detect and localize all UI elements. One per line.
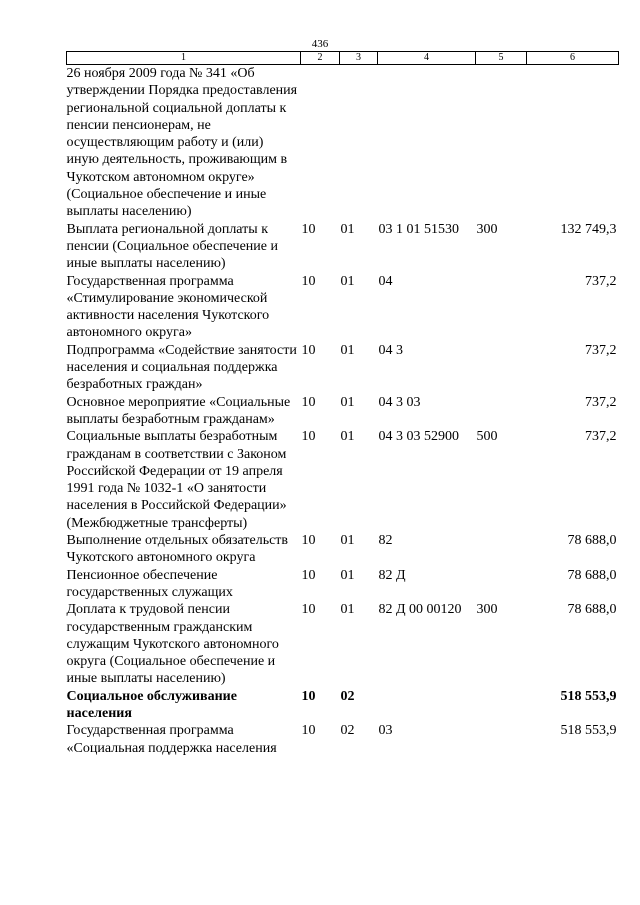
row-target-code: 03 xyxy=(378,723,393,739)
row-target-code: 04 xyxy=(378,273,393,289)
row-section-code: 10 xyxy=(301,567,316,583)
row-target-code: 82 Д xyxy=(378,567,406,583)
table-row xyxy=(67,688,619,723)
row-section-code: 10 xyxy=(301,429,316,445)
row-expense-type xyxy=(476,722,527,757)
table-header xyxy=(67,52,619,65)
page-number: 436 xyxy=(311,38,329,50)
row-subsection-code: 01 xyxy=(340,533,355,549)
row-amount: 737,2 xyxy=(585,394,617,410)
row-name: Доплата к трудовой пенсии государственным гражданским служащим Чукотского автономного округа (Социальное обеспечение и иные выплаты населению) xyxy=(66,602,279,687)
row-name: Пенсионное обеспечение государственных служащих xyxy=(66,567,233,600)
table-row xyxy=(67,65,619,221)
row-subsection-code: 01 xyxy=(340,221,355,237)
row-section-code: 10 xyxy=(301,688,316,704)
row-amount: 78 688,0 xyxy=(567,602,617,618)
row-expense-type: 300 xyxy=(476,221,498,237)
row-subsection-code: 02 xyxy=(340,688,355,704)
row-amount: 132 749,3 xyxy=(560,221,617,237)
row-subsection-code xyxy=(340,65,378,221)
row-name: Основное мероприятие «Социальные выплаты безработным гражданам» xyxy=(66,394,291,427)
row-name: Социальное обслуживание населения xyxy=(66,688,237,721)
row-subsection-code: 01 xyxy=(340,429,355,445)
row-section-code: 10 xyxy=(301,221,316,237)
row-target-code: 04 3 03 xyxy=(378,394,421,410)
row-section-code: 10 xyxy=(301,723,316,739)
row-name: Подпрограмма «Содействие занятости населения и социальная поддержка безработных граждан» xyxy=(66,342,297,393)
row-amount: 78 688,0 xyxy=(567,567,617,583)
row-subsection-code: 01 xyxy=(340,273,355,289)
row-expense-type: 300 xyxy=(476,602,498,618)
row-section-code: 10 xyxy=(301,342,316,358)
row-amount: 518 553,9 xyxy=(560,723,617,739)
row-section-code: 10 xyxy=(301,533,316,549)
row-subsection-code: 01 xyxy=(340,394,355,410)
row-target-code: 03 1 01 51530 xyxy=(378,221,459,237)
row-section-code: 10 xyxy=(301,394,316,410)
row-target-code: 82 Д 00 00120 xyxy=(378,602,462,618)
budget-table xyxy=(66,51,619,757)
table-row xyxy=(67,601,619,687)
column-header-6: 6 xyxy=(527,52,619,65)
row-amount: 737,2 xyxy=(585,429,617,445)
column-number-row xyxy=(67,52,619,65)
row-expense-type xyxy=(476,342,527,394)
table-row xyxy=(67,567,619,602)
row-target-code xyxy=(378,65,476,221)
row-amount: 518 553,9 xyxy=(560,688,617,704)
row-subsection-code: 01 xyxy=(340,602,355,618)
table-row xyxy=(67,394,619,429)
row-section-code xyxy=(301,65,340,221)
table-row xyxy=(67,428,619,532)
row-section-code: 10 xyxy=(301,273,316,289)
row-target-code: 82 xyxy=(378,533,393,549)
row-name: Выполнение отдельных обязательств Чукотского автономного округа xyxy=(66,533,289,566)
row-amount: 737,2 xyxy=(585,342,617,358)
row-amount: 78 688,0 xyxy=(567,533,617,549)
row-expense-type xyxy=(476,394,527,429)
row-name: Выплата региональной доплаты к пенсии (Социальное обеспечение и иные выплаты населению) xyxy=(66,221,278,272)
row-name: Государственная программа «Стимулирование экономической активности населения Чукотского автономного округа» xyxy=(66,273,270,341)
row-section-code: 10 xyxy=(301,602,316,618)
row-name: Социальные выплаты безработным гражданам в соответствии с Законом Российской Федерации от 19 апреля 1991 года № 1032-1 «О занятости населения в Российской Федерации» (Межбюджетные трансферты) xyxy=(66,429,287,531)
table-row xyxy=(67,342,619,394)
row-target-code: 04 3 xyxy=(378,342,403,358)
row-expense-type xyxy=(476,532,527,567)
column-header-1: 1 xyxy=(67,52,301,65)
column-header-2: 2 xyxy=(301,52,340,65)
row-target-code xyxy=(378,688,476,723)
row-name: 26 ноября 2009 года № 341 «Об утверждении Порядка предоставления региональной социальной доплаты к пенсии пенсионерам, не осуществляющим работу и (или) иную деятельность, проживающим в Чукотском автономном округе» (Социальное обеспечение и иные выплаты населению) xyxy=(66,66,298,220)
row-expense-type xyxy=(476,688,527,723)
row-subsection-code: 01 xyxy=(340,567,355,583)
table-row xyxy=(67,722,619,757)
row-subsection-code: 02 xyxy=(340,723,355,739)
row-amount: 737,2 xyxy=(585,273,617,289)
row-expense-type xyxy=(476,567,527,602)
row-target-code: 04 3 03 52900 xyxy=(378,429,459,445)
column-header-3: 3 xyxy=(340,52,378,65)
row-amount xyxy=(527,65,619,221)
table-row xyxy=(67,221,619,273)
table-row xyxy=(67,532,619,567)
row-expense-type xyxy=(476,273,527,342)
row-name: Государственная программа «Социальная поддержка населения xyxy=(66,723,277,756)
column-header-4: 4 xyxy=(378,52,476,65)
row-expense-type xyxy=(476,65,527,221)
row-expense-type: 500 xyxy=(476,429,498,445)
table-body xyxy=(67,65,619,757)
table-row xyxy=(67,273,619,342)
column-header-5: 5 xyxy=(476,52,527,65)
row-subsection-code: 01 xyxy=(340,342,355,358)
